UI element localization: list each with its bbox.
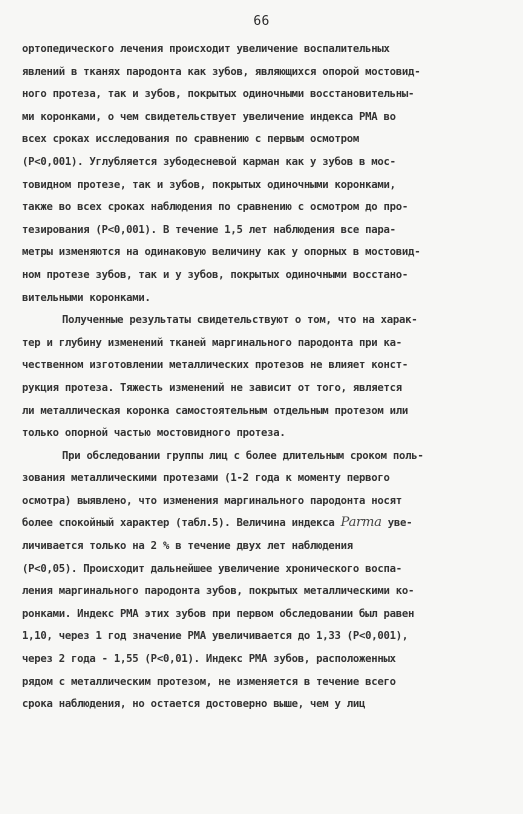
text-line-content: зования металлическими протезами (1-2 года к моменту первого — [22, 472, 390, 485]
text-line — [22, 264, 508, 287]
text-line — [22, 558, 508, 581]
text-line-content: явлений в тканях пародонта как зубов, являющихся опорой мостовид- — [22, 65, 421, 78]
text-line-content: только опорной частью мостовидного протеза. — [22, 427, 286, 440]
text-line-content: рядом с металлическим протезом, не изменяется в течение всего — [22, 675, 396, 688]
text-line — [22, 603, 508, 626]
text-line — [22, 287, 508, 310]
text-line-content: ления маргинального пародонта зубов, покрытых металлическими ко- — [22, 585, 415, 598]
text-line-content: При обследовании группы лиц с более длительным сроком поль- — [62, 449, 424, 462]
text-line-content: осмотра) выявлено, что изменения маргинального пародонта носят — [22, 494, 402, 507]
text-line — [22, 648, 508, 671]
text-line-content: (Р<0,001). Углубляется зубодесневой карман как у зубов в мос- — [22, 155, 396, 168]
text-line — [22, 38, 508, 61]
text-line — [22, 151, 508, 174]
text-line — [22, 128, 508, 151]
text-line-content: чественном изготовлении металлических протезов не влияет конст- — [22, 359, 409, 372]
text-line — [22, 535, 508, 558]
body-text — [22, 38, 508, 716]
text-line-content: тер и глубину изменений тканей маргинального пародонта при ка- — [22, 336, 402, 349]
text-line-content: рукция протеза. Тяжесть изменений не зависит от того, является — [22, 381, 402, 394]
text-line — [22, 354, 508, 377]
text-line-continuation: уве- — [381, 517, 413, 530]
text-line-content: (Р<0,05). Происходит дальнейшее увеличение хронического воспа- — [22, 562, 402, 575]
text-line — [22, 467, 508, 490]
text-line-content: ронками. Индекс РМА этих зубов при первом обследовании был равен — [22, 607, 415, 620]
text-line-content: более спокойный характер (табл.5). Величина индекса — [22, 517, 341, 530]
text-line — [22, 625, 508, 648]
text-line-content: ном протезе зубов, так и у зубов, покрытых одиночными восстано- — [22, 268, 409, 281]
text-line-content: также во всех сроках наблюдения по сравнению с осмотром до про- — [22, 201, 409, 214]
text-line-content: через 2 года - 1,55 (Р<0,01). Индекс РМА зубов, расположенных — [22, 653, 396, 666]
text-line-content: 1,10, через 1 год значение РМА увеличивается до 1,33 (Р<0,001), — [22, 630, 409, 643]
text-line — [22, 106, 508, 129]
text-line — [22, 671, 508, 694]
text-line-content: ми коронками, о чем свидетельствует увеличение индекса РМА во — [22, 110, 396, 123]
text-line — [22, 445, 508, 468]
text-line — [22, 83, 508, 106]
text-line-content: ортопедического лечения происходит увеличение воспалительных — [22, 43, 390, 55]
text-line-content: личивается только на 2 % в течение двух лет наблюдения — [22, 540, 353, 553]
text-line — [22, 196, 508, 219]
text-line-content: срока наблюдения, но остается достоверно выше, чем у лиц — [22, 698, 366, 711]
text-line — [22, 693, 508, 716]
text-line-content: тезирования (Р<0,001). В течение 1,5 лет наблюдения все пара- — [22, 223, 396, 236]
text-line — [22, 219, 508, 242]
text-line-content: ного протеза, так и зубов, покрытых одиночными восстановительны- — [22, 88, 415, 101]
page-number: 66 — [253, 14, 270, 29]
text-line — [22, 422, 508, 445]
text-line-content: товидном протезе, так и зубов, покрытых одиночными коронками, — [22, 178, 396, 191]
text-line-content: ли металлическая коронка самостоятельным отдельным протезом или — [22, 404, 409, 417]
text-line — [22, 580, 508, 603]
text-line — [22, 61, 508, 84]
text-line-content: метры изменяются на одинаковую величину как у опорных в мостовид- — [22, 246, 421, 259]
text-line-content: Полученные результаты свидетельствуют о том, что на харак- — [62, 314, 418, 327]
text-line — [22, 490, 508, 513]
text-line — [22, 174, 508, 197]
text-line-content: вительными коронками. — [22, 291, 151, 304]
text-line — [22, 332, 508, 355]
text-line — [22, 512, 508, 535]
handwritten-word: Parma — [340, 515, 382, 531]
text-line — [22, 241, 508, 264]
text-line-content: всех сроках исследования по сравнению с первым осмотром — [22, 133, 360, 146]
text-line — [22, 309, 508, 332]
text-line — [22, 377, 508, 400]
text-line — [22, 400, 508, 423]
